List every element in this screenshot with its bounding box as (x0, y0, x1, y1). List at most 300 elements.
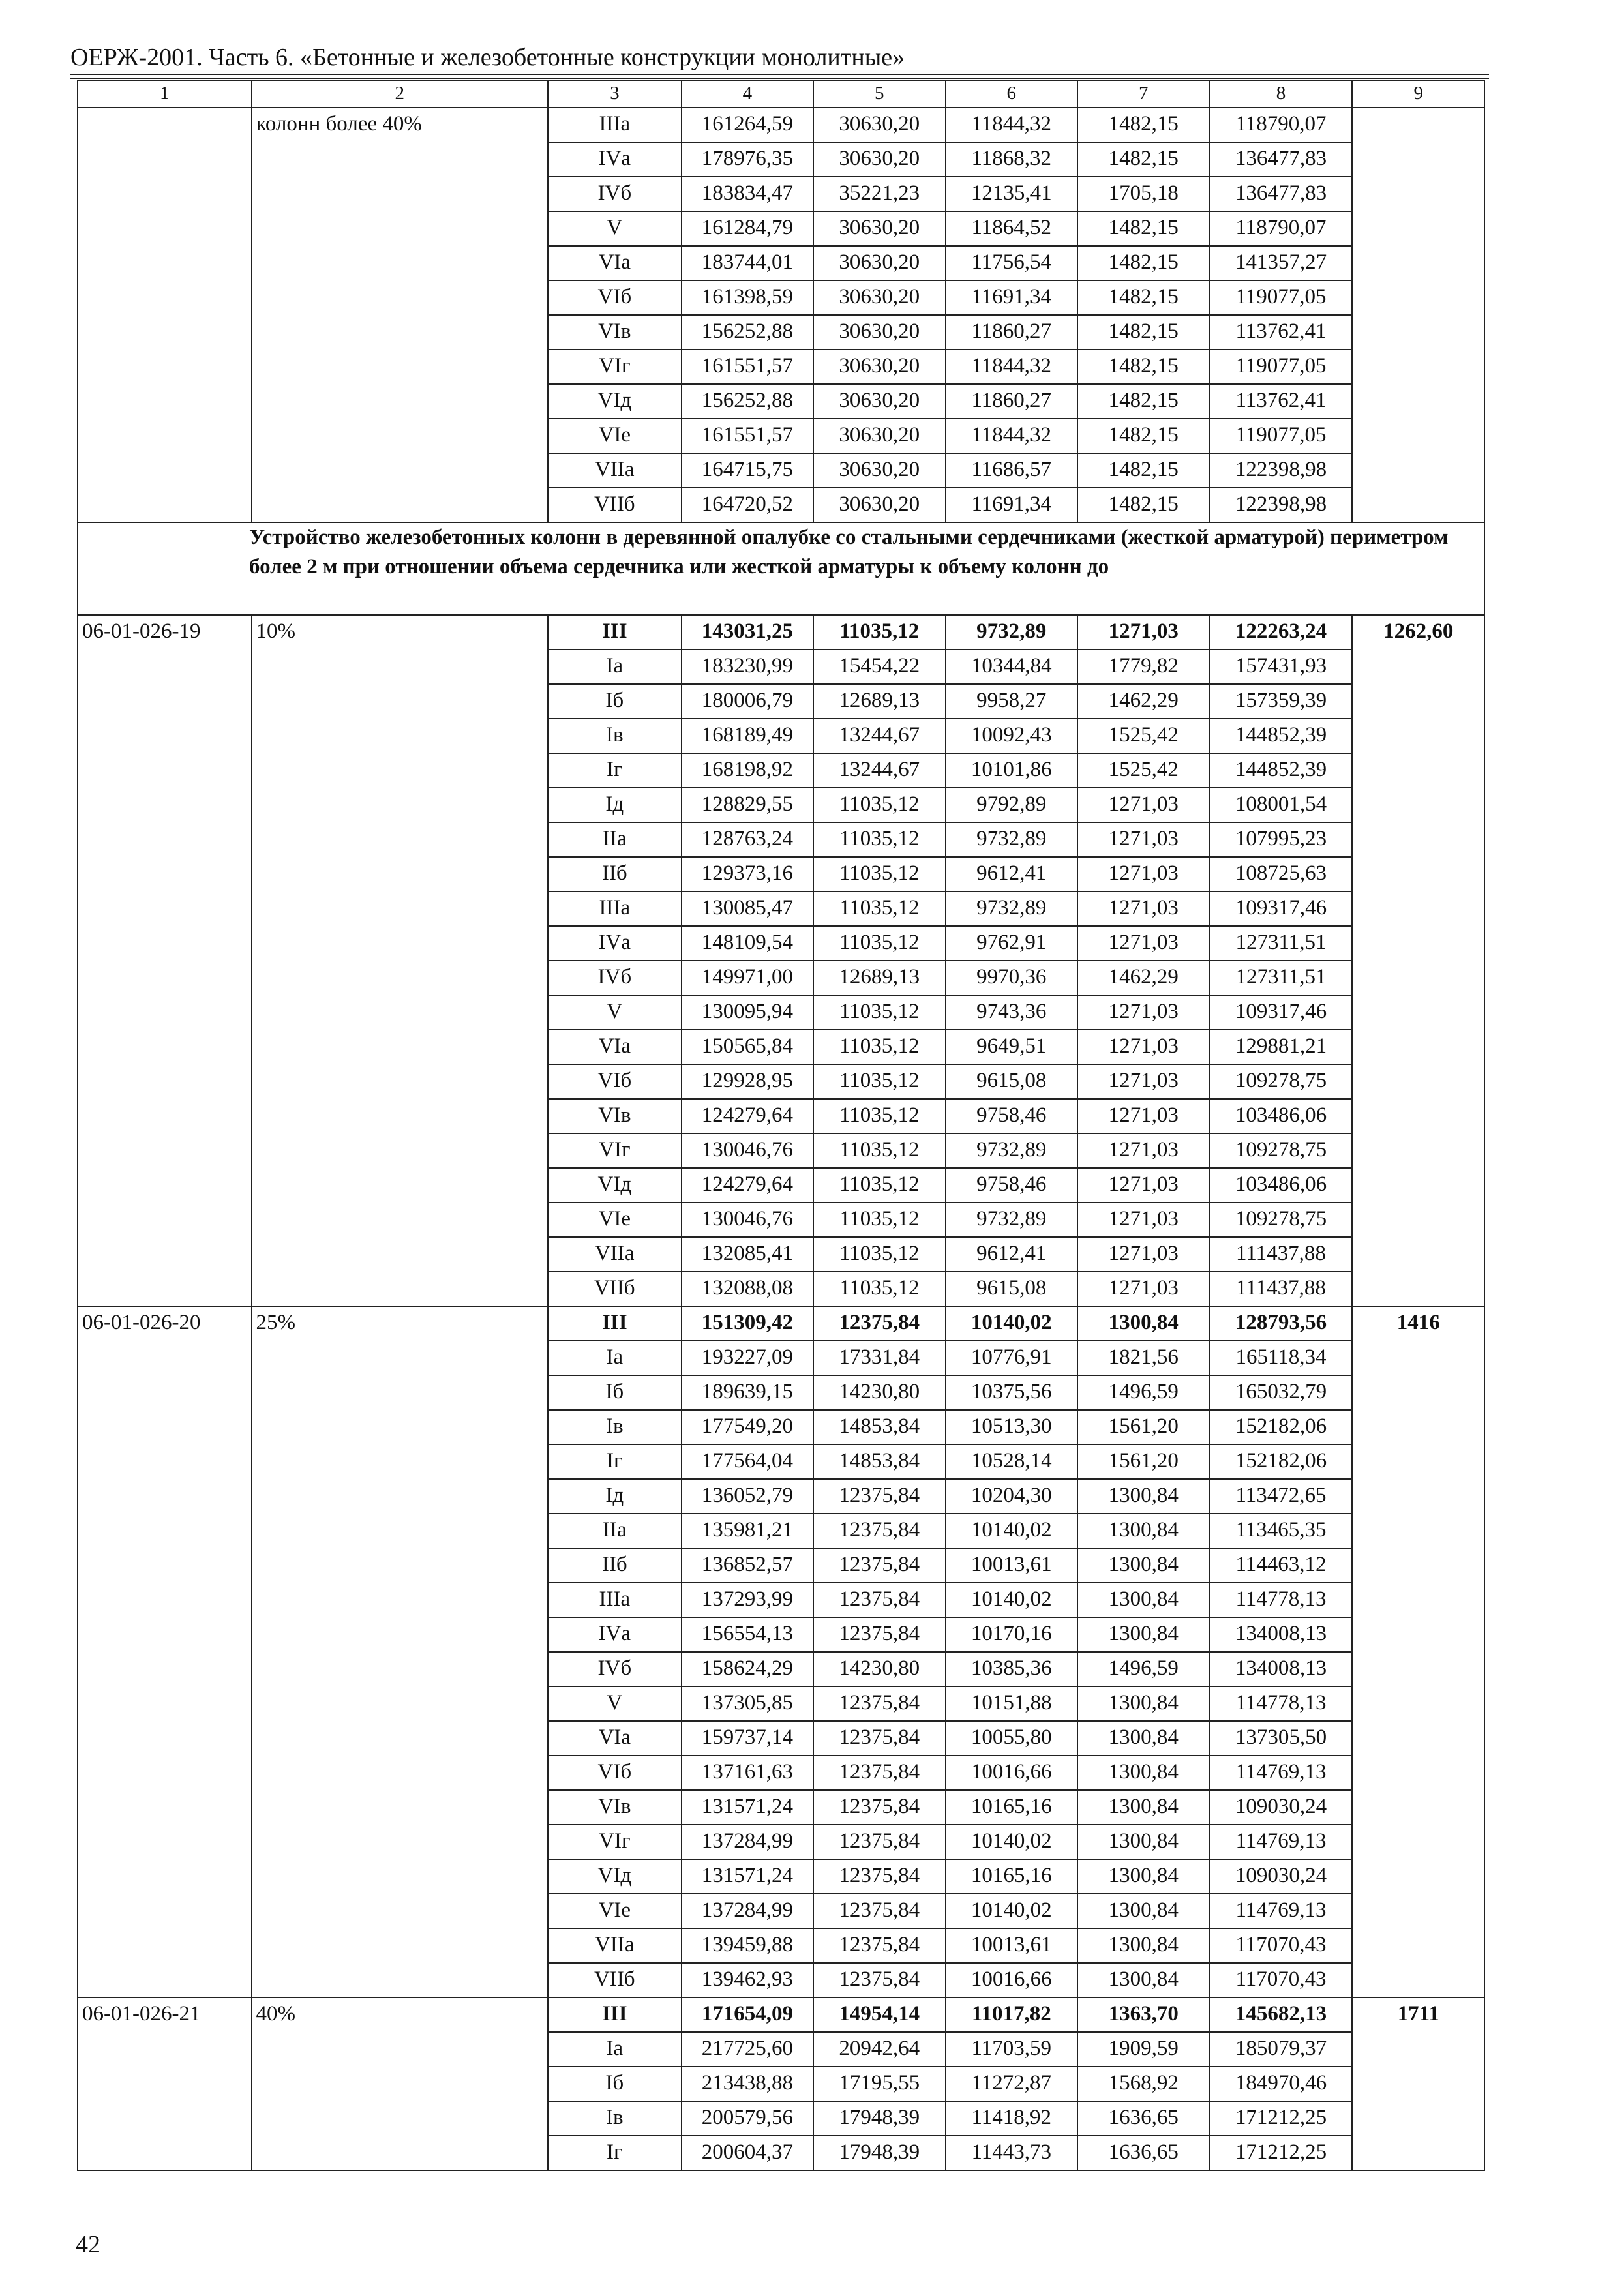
labor-cost-cell (1352, 108, 1484, 522)
grade-cell: Iд (548, 788, 682, 822)
materials-cost-cell: 128793,56 (1209, 1306, 1352, 1341)
total-cost-cell: 128829,55 (682, 788, 813, 822)
column-number-5: 5 (813, 80, 945, 108)
machinist-wage-cell: 1363,70 (1077, 1997, 1209, 2032)
wage-cell: 11035,12 (813, 822, 945, 857)
wage-cell: 12375,84 (813, 1479, 945, 1514)
total-cost-cell: 135981,21 (682, 1514, 813, 1548)
total-cost-cell: 168189,49 (682, 719, 813, 753)
wage-cell: 12375,84 (813, 1617, 945, 1652)
grade-cell: VIIб (548, 1963, 682, 1997)
materials-cost-cell: 185079,37 (1209, 2032, 1352, 2067)
grade-cell: IIIа (548, 1583, 682, 1617)
grade-cell: VIа (548, 246, 682, 280)
header-rule-bottom (70, 78, 1489, 79)
total-cost-cell: 124279,64 (682, 1099, 813, 1133)
wage-cell: 11035,12 (813, 615, 945, 650)
grade-cell: Iд (548, 1479, 682, 1514)
materials-cost-cell: 114769,13 (1209, 1825, 1352, 1859)
work-description-cell: колонн более 40% (252, 108, 549, 522)
wage-cell: 30630,20 (813, 419, 945, 453)
materials-cost-cell: 108725,63 (1209, 857, 1352, 891)
materials-cost-cell: 109030,24 (1209, 1790, 1352, 1825)
column-number-6: 6 (946, 80, 1077, 108)
machinist-wage-cell: 1482,15 (1077, 142, 1209, 177)
machine-cost-cell: 10170,16 (946, 1617, 1077, 1652)
materials-cost-cell: 144852,39 (1209, 719, 1352, 753)
machine-cost-cell: 10375,56 (946, 1375, 1077, 1410)
column-number-row (78, 80, 1484, 108)
column-number-2: 2 (252, 80, 549, 108)
machinist-wage-cell: 1271,03 (1077, 1203, 1209, 1237)
machine-cost-cell: 10055,80 (946, 1721, 1077, 1756)
grade-cell: Iб (548, 1375, 682, 1410)
machine-cost-cell: 10385,36 (946, 1652, 1077, 1686)
machinist-wage-cell: 1568,92 (1077, 2067, 1209, 2101)
grade-cell: Iб (548, 2067, 682, 2101)
grade-cell: Iа (548, 650, 682, 684)
total-cost-cell: 137284,99 (682, 1894, 813, 1928)
grade-cell: IIа (548, 822, 682, 857)
machinist-wage-cell: 1300,84 (1077, 1514, 1209, 1548)
materials-cost-cell: 109317,46 (1209, 995, 1352, 1030)
machine-cost-cell: 10344,84 (946, 650, 1077, 684)
column-number-1: 1 (78, 80, 252, 108)
wage-cell: 11035,12 (813, 857, 945, 891)
total-cost-cell: 139462,93 (682, 1963, 813, 1997)
wage-cell: 12375,84 (813, 1825, 945, 1859)
materials-cost-cell: 134008,13 (1209, 1652, 1352, 1686)
materials-cost-cell: 152182,06 (1209, 1410, 1352, 1444)
total-cost-cell: 139459,88 (682, 1928, 813, 1963)
machine-cost-cell: 11844,32 (946, 350, 1077, 384)
machinist-wage-cell: 1271,03 (1077, 788, 1209, 822)
wage-cell: 14954,14 (813, 1997, 945, 2032)
machine-cost-cell: 9958,27 (946, 684, 1077, 719)
grade-cell: VIд (548, 384, 682, 419)
materials-cost-cell: 114463,12 (1209, 1548, 1352, 1583)
total-cost-cell: 161551,57 (682, 419, 813, 453)
grade-cell: Iв (548, 719, 682, 753)
wage-cell: 30630,20 (813, 142, 945, 177)
grade-cell: IIб (548, 1548, 682, 1583)
machinist-wage-cell: 1482,15 (1077, 108, 1209, 142)
column-number-4: 4 (682, 80, 813, 108)
machine-cost-cell: 10165,16 (946, 1790, 1077, 1825)
materials-cost-cell: 113762,41 (1209, 315, 1352, 350)
wage-cell: 13244,67 (813, 719, 945, 753)
machine-cost-cell: 10528,14 (946, 1444, 1077, 1479)
machine-cost-cell: 11868,32 (946, 142, 1077, 177)
wage-cell: 12375,84 (813, 1894, 945, 1928)
total-cost-cell: 213438,88 (682, 2067, 813, 2101)
wage-cell: 12375,84 (813, 1859, 945, 1894)
materials-cost-cell: 118790,07 (1209, 211, 1352, 246)
total-cost-cell: 159737,14 (682, 1721, 813, 1756)
wage-cell: 12375,84 (813, 1963, 945, 1997)
grade-cell: III (548, 1306, 682, 1341)
total-cost-cell: 130046,76 (682, 1133, 813, 1168)
machinist-wage-cell: 1271,03 (1077, 1133, 1209, 1168)
machinist-wage-cell: 1300,84 (1077, 1790, 1209, 1825)
machinist-wage-cell: 1636,65 (1077, 2101, 1209, 2136)
grade-cell: Iв (548, 1410, 682, 1444)
total-cost-cell: 151309,42 (682, 1306, 813, 1341)
grade-cell: VIв (548, 315, 682, 350)
machine-cost-cell: 9758,46 (946, 1168, 1077, 1203)
machine-cost-cell: 9732,89 (946, 1133, 1077, 1168)
grade-cell: Iг (548, 2136, 682, 2170)
grade-cell: III (548, 615, 682, 650)
machinist-wage-cell: 1482,15 (1077, 419, 1209, 453)
total-cost-cell: 183744,01 (682, 246, 813, 280)
total-cost-cell: 132088,08 (682, 1272, 813, 1306)
materials-cost-cell: 144852,39 (1209, 753, 1352, 788)
machinist-wage-cell: 1300,84 (1077, 1479, 1209, 1514)
machine-cost-cell: 9732,89 (946, 891, 1077, 926)
total-cost-cell: 158624,29 (682, 1652, 813, 1686)
total-cost-cell: 131571,24 (682, 1790, 813, 1825)
machine-cost-cell: 10140,02 (946, 1583, 1077, 1617)
total-cost-cell: 156252,88 (682, 315, 813, 350)
materials-cost-cell: 113465,35 (1209, 1514, 1352, 1548)
machinist-wage-cell: 1300,84 (1077, 1928, 1209, 1963)
column-number-8: 8 (1209, 80, 1352, 108)
machinist-wage-cell: 1482,15 (1077, 453, 1209, 488)
grade-cell: VIIа (548, 453, 682, 488)
machinist-wage-cell: 1271,03 (1077, 1099, 1209, 1133)
machine-cost-cell: 10013,61 (946, 1928, 1077, 1963)
machine-cost-cell: 11864,52 (946, 211, 1077, 246)
machine-cost-cell: 11860,27 (946, 384, 1077, 419)
materials-cost-cell: 117070,43 (1209, 1963, 1352, 1997)
materials-cost-cell: 108001,54 (1209, 788, 1352, 822)
column-number-3: 3 (548, 80, 682, 108)
wage-cell: 12375,84 (813, 1928, 945, 1963)
total-cost-cell: 124279,64 (682, 1168, 813, 1203)
machine-cost-cell: 9762,91 (946, 926, 1077, 961)
price-table (77, 80, 1485, 2171)
machine-cost-cell: 11272,87 (946, 2067, 1077, 2101)
machine-cost-cell: 10165,16 (946, 1859, 1077, 1894)
wage-cell: 11035,12 (813, 1272, 945, 1306)
total-cost-cell: 137305,85 (682, 1686, 813, 1721)
machinist-wage-cell: 1271,03 (1077, 926, 1209, 961)
materials-cost-cell: 165118,34 (1209, 1341, 1352, 1375)
machine-cost-cell: 11691,34 (946, 488, 1077, 522)
machine-cost-cell: 11686,57 (946, 453, 1077, 488)
wage-cell: 35221,23 (813, 177, 945, 211)
machine-cost-cell: 11443,73 (946, 2136, 1077, 2170)
section-heading-row (78, 522, 1484, 615)
total-cost-cell: 130095,94 (682, 995, 813, 1030)
machine-cost-cell: 10140,02 (946, 1514, 1077, 1548)
machinist-wage-cell: 1271,03 (1077, 822, 1209, 857)
materials-cost-cell: 109278,75 (1209, 1133, 1352, 1168)
wage-cell: 12689,13 (813, 961, 945, 995)
grade-cell: IVб (548, 1652, 682, 1686)
machine-cost-cell: 10151,88 (946, 1686, 1077, 1721)
wage-cell: 30630,20 (813, 488, 945, 522)
materials-cost-cell: 119077,05 (1209, 350, 1352, 384)
machinist-wage-cell: 1496,59 (1077, 1652, 1209, 1686)
wage-cell: 14853,84 (813, 1444, 945, 1479)
grade-cell: VIг (548, 1825, 682, 1859)
materials-cost-cell: 103486,06 (1209, 1099, 1352, 1133)
materials-cost-cell: 114778,13 (1209, 1583, 1352, 1617)
machinist-wage-cell: 1821,56 (1077, 1341, 1209, 1375)
machine-cost-cell: 11691,34 (946, 280, 1077, 315)
grade-cell: IIIа (548, 108, 682, 142)
machinist-wage-cell: 1271,03 (1077, 1237, 1209, 1272)
materials-cost-cell: 107995,23 (1209, 822, 1352, 857)
materials-cost-cell: 136477,83 (1209, 177, 1352, 211)
machinist-wage-cell: 1779,82 (1077, 650, 1209, 684)
machinist-wage-cell: 1525,42 (1077, 753, 1209, 788)
grade-cell: VIб (548, 1064, 682, 1099)
total-cost-cell: 130046,76 (682, 1203, 813, 1237)
total-cost-cell: 149971,00 (682, 961, 813, 995)
machine-cost-cell: 10101,86 (946, 753, 1077, 788)
table-row (78, 108, 1484, 142)
grade-cell: V (548, 1686, 682, 1721)
machinist-wage-cell: 1271,03 (1077, 615, 1209, 650)
grade-cell: VIд (548, 1168, 682, 1203)
materials-cost-cell: 114778,13 (1209, 1686, 1352, 1721)
rate-code-cell: 06-01-026-19 (78, 615, 252, 1306)
machinist-wage-cell: 1462,29 (1077, 684, 1209, 719)
work-description-cell: 10% (252, 615, 549, 1306)
wage-cell: 11035,12 (813, 1064, 945, 1099)
machine-cost-cell: 9970,36 (946, 961, 1077, 995)
wage-cell: 11035,12 (813, 1099, 945, 1133)
grade-cell: VIIб (548, 1272, 682, 1306)
wage-cell: 11035,12 (813, 995, 945, 1030)
total-cost-cell: 168198,92 (682, 753, 813, 788)
machine-cost-cell: 10013,61 (946, 1548, 1077, 1583)
total-cost-cell: 137161,63 (682, 1756, 813, 1790)
total-cost-cell: 164720,52 (682, 488, 813, 522)
materials-cost-cell: 134008,13 (1209, 1617, 1352, 1652)
total-cost-cell: 137284,99 (682, 1825, 813, 1859)
total-cost-cell: 150565,84 (682, 1030, 813, 1064)
materials-cost-cell: 109317,46 (1209, 891, 1352, 926)
machinist-wage-cell: 1271,03 (1077, 1030, 1209, 1064)
total-cost-cell: 200604,37 (682, 2136, 813, 2170)
materials-cost-cell: 113472,65 (1209, 1479, 1352, 1514)
grade-cell: VIб (548, 280, 682, 315)
wage-cell: 12375,84 (813, 1548, 945, 1583)
grade-cell: VIIа (548, 1237, 682, 1272)
materials-cost-cell: 111437,88 (1209, 1272, 1352, 1306)
machinist-wage-cell: 1300,84 (1077, 1894, 1209, 1928)
machinist-wage-cell: 1482,15 (1077, 211, 1209, 246)
grade-cell: VIе (548, 1894, 682, 1928)
total-cost-cell: 193227,09 (682, 1341, 813, 1375)
wage-cell: 20942,64 (813, 2032, 945, 2067)
materials-cost-cell: 157431,93 (1209, 650, 1352, 684)
machinist-wage-cell: 1271,03 (1077, 995, 1209, 1030)
materials-cost-cell: 117070,43 (1209, 1928, 1352, 1963)
total-cost-cell: 129373,16 (682, 857, 813, 891)
machinist-wage-cell: 1300,84 (1077, 1583, 1209, 1617)
total-cost-cell: 128763,24 (682, 822, 813, 857)
machinist-wage-cell: 1300,84 (1077, 1686, 1209, 1721)
total-cost-cell: 156554,13 (682, 1617, 813, 1652)
machinist-wage-cell: 1300,84 (1077, 1825, 1209, 1859)
machine-cost-cell: 9732,89 (946, 822, 1077, 857)
wage-cell: 12375,84 (813, 1756, 945, 1790)
wage-cell: 30630,20 (813, 350, 945, 384)
grade-cell: VIд (548, 1859, 682, 1894)
materials-cost-cell: 118790,07 (1209, 108, 1352, 142)
grade-cell: VIIа (548, 1928, 682, 1963)
materials-cost-cell: 157359,39 (1209, 684, 1352, 719)
machinist-wage-cell: 1705,18 (1077, 177, 1209, 211)
total-cost-cell: 161551,57 (682, 350, 813, 384)
machine-cost-cell: 10776,91 (946, 1341, 1077, 1375)
machinist-wage-cell: 1300,84 (1077, 1548, 1209, 1583)
materials-cost-cell: 114769,13 (1209, 1894, 1352, 1928)
grade-cell: VIе (548, 1203, 682, 1237)
column-number-7: 7 (1077, 80, 1209, 108)
wage-cell: 12375,84 (813, 1790, 945, 1825)
grade-cell: VIв (548, 1790, 682, 1825)
machine-cost-cell: 9612,41 (946, 857, 1077, 891)
total-cost-cell: 131571,24 (682, 1859, 813, 1894)
total-cost-cell: 178976,35 (682, 142, 813, 177)
materials-cost-cell: 109278,75 (1209, 1203, 1352, 1237)
machinist-wage-cell: 1300,84 (1077, 1617, 1209, 1652)
wage-cell: 30630,20 (813, 384, 945, 419)
total-cost-cell: 136852,57 (682, 1548, 813, 1583)
wage-cell: 14853,84 (813, 1410, 945, 1444)
materials-cost-cell: 122398,98 (1209, 488, 1352, 522)
wage-cell: 11035,12 (813, 1030, 945, 1064)
wage-cell: 15454,22 (813, 650, 945, 684)
materials-cost-cell: 171212,25 (1209, 2136, 1352, 2170)
materials-cost-cell: 127311,51 (1209, 926, 1352, 961)
machine-cost-cell: 10140,02 (946, 1825, 1077, 1859)
machinist-wage-cell: 1482,15 (1077, 315, 1209, 350)
machine-cost-cell: 10140,02 (946, 1894, 1077, 1928)
materials-cost-cell: 137305,50 (1209, 1721, 1352, 1756)
machinist-wage-cell: 1496,59 (1077, 1375, 1209, 1410)
wage-cell: 12375,84 (813, 1686, 945, 1721)
total-cost-cell: 161284,79 (682, 211, 813, 246)
grade-cell: Iг (548, 753, 682, 788)
total-cost-cell: 189639,15 (682, 1375, 813, 1410)
machine-cost-cell: 11756,54 (946, 246, 1077, 280)
machinist-wage-cell: 1300,84 (1077, 1306, 1209, 1341)
total-cost-cell: 180006,79 (682, 684, 813, 719)
wage-cell: 12375,84 (813, 1306, 945, 1341)
machinist-wage-cell: 1300,84 (1077, 1756, 1209, 1790)
machinist-wage-cell: 1271,03 (1077, 891, 1209, 926)
machine-cost-cell: 10513,30 (946, 1410, 1077, 1444)
wage-cell: 17948,39 (813, 2101, 945, 2136)
total-cost-cell: 164715,75 (682, 453, 813, 488)
materials-cost-cell: 127311,51 (1209, 961, 1352, 995)
materials-cost-cell: 119077,05 (1209, 419, 1352, 453)
machinist-wage-cell: 1525,42 (1077, 719, 1209, 753)
total-cost-cell: 137293,99 (682, 1583, 813, 1617)
wage-cell: 11035,12 (813, 1133, 945, 1168)
grade-cell: VIб (548, 1756, 682, 1790)
machine-cost-cell: 9758,46 (946, 1099, 1077, 1133)
machinist-wage-cell: 1271,03 (1077, 1272, 1209, 1306)
machine-cost-cell: 11017,82 (946, 1997, 1077, 2032)
wage-cell: 30630,20 (813, 246, 945, 280)
grade-cell: Iг (548, 1444, 682, 1479)
machinist-wage-cell: 1300,84 (1077, 1721, 1209, 1756)
machine-cost-cell: 10140,02 (946, 1306, 1077, 1341)
machine-cost-cell: 9743,36 (946, 995, 1077, 1030)
total-cost-cell: 156252,88 (682, 384, 813, 419)
wage-cell: 11035,12 (813, 788, 945, 822)
machinist-wage-cell: 1636,65 (1077, 2136, 1209, 2170)
wage-cell: 17948,39 (813, 2136, 945, 2170)
machinist-wage-cell: 1909,59 (1077, 2032, 1209, 2067)
materials-cost-cell: 113762,41 (1209, 384, 1352, 419)
machine-cost-cell: 10016,66 (946, 1756, 1077, 1790)
total-cost-cell: 200579,56 (682, 2101, 813, 2136)
materials-cost-cell: 109030,24 (1209, 1859, 1352, 1894)
grade-cell: IIа (548, 1514, 682, 1548)
wage-cell: 14230,80 (813, 1375, 945, 1410)
machinist-wage-cell: 1561,20 (1077, 1410, 1209, 1444)
grade-cell: IVб (548, 177, 682, 211)
grade-cell: Iа (548, 2032, 682, 2067)
materials-cost-cell: 111437,88 (1209, 1237, 1352, 1272)
materials-cost-cell: 119077,05 (1209, 280, 1352, 315)
table-row (78, 615, 1484, 650)
wage-cell: 11035,12 (813, 891, 945, 926)
machinist-wage-cell: 1482,15 (1077, 350, 1209, 384)
machinist-wage-cell: 1271,03 (1077, 1168, 1209, 1203)
machine-cost-cell: 11844,32 (946, 108, 1077, 142)
wage-cell: 17195,55 (813, 2067, 945, 2101)
machinist-wage-cell: 1462,29 (1077, 961, 1209, 995)
machinist-wage-cell: 1271,03 (1077, 1064, 1209, 1099)
machine-cost-cell: 11844,32 (946, 419, 1077, 453)
grade-cell: IVб (548, 961, 682, 995)
machine-cost-cell: 11703,59 (946, 2032, 1077, 2067)
machinist-wage-cell: 1271,03 (1077, 857, 1209, 891)
wage-cell: 30630,20 (813, 453, 945, 488)
materials-cost-cell: 171212,25 (1209, 2101, 1352, 2136)
total-cost-cell: 183834,47 (682, 177, 813, 211)
wage-cell: 11035,12 (813, 1203, 945, 1237)
materials-cost-cell: 122398,98 (1209, 453, 1352, 488)
wage-cell: 30630,20 (813, 211, 945, 246)
machine-cost-cell: 9615,08 (946, 1272, 1077, 1306)
machine-cost-cell: 10016,66 (946, 1963, 1077, 1997)
materials-cost-cell: 136477,83 (1209, 142, 1352, 177)
machine-cost-cell: 9732,89 (946, 615, 1077, 650)
machinist-wage-cell: 1482,15 (1077, 246, 1209, 280)
materials-cost-cell: 122263,24 (1209, 615, 1352, 650)
grade-cell: V (548, 211, 682, 246)
grade-cell: IVа (548, 926, 682, 961)
total-cost-cell: 171654,09 (682, 1997, 813, 2032)
machinist-wage-cell: 1300,84 (1077, 1859, 1209, 1894)
machine-cost-cell: 9732,89 (946, 1203, 1077, 1237)
work-description-cell: 40% (252, 1997, 549, 2170)
total-cost-cell: 183230,99 (682, 650, 813, 684)
grade-cell: IIIа (548, 891, 682, 926)
table-row (78, 1306, 1484, 1341)
